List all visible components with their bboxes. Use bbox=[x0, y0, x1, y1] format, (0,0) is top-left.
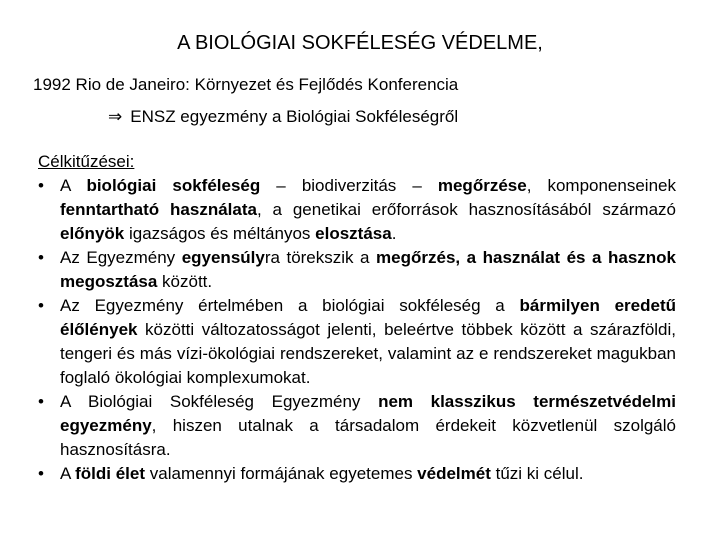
bullet-icon: • bbox=[38, 296, 44, 315]
goal-emphasis: elosztása bbox=[315, 224, 392, 243]
goal-emphasis: nem klasszikus természetvédelmi egyezmény bbox=[60, 392, 676, 435]
goal-item bbox=[38, 462, 676, 486]
goal-emphasis: védelmét bbox=[417, 464, 491, 483]
goal-item bbox=[38, 174, 676, 246]
convention-text: ENSZ egyezmény a Biológiai Sokféleségről bbox=[130, 107, 459, 126]
bullet-icon: • bbox=[38, 392, 44, 411]
goal-text: . bbox=[391, 224, 397, 243]
goal-text: valamennyi formájának egyetemes bbox=[145, 464, 418, 483]
goal-text: ra törekszik a bbox=[264, 248, 377, 267]
goal-emphasis: megőrzése bbox=[437, 176, 527, 195]
goal-text: A Biológiai Sokféleség Egyezmény bbox=[60, 392, 379, 411]
goal-text: – biodiverzitás – bbox=[260, 176, 438, 195]
goal-text: , hiszen utalnak a társadalom érdekeit közvetlenül szolgáló hasznosításra. bbox=[60, 416, 676, 459]
goal-text: között. bbox=[157, 272, 213, 291]
implies-arrow-icon: ⇒ bbox=[108, 107, 123, 126]
conference-subtitle: 1992 Rio de Janeiro: Környezet és Fejlődés Konferencia bbox=[33, 75, 459, 94]
goal-emphasis: bármilyen eredetű élőlények bbox=[60, 296, 676, 339]
bullet-icon: • bbox=[38, 176, 44, 195]
goals-heading: Célkitűzései: bbox=[38, 152, 135, 171]
goal-emphasis: fenntartható használata bbox=[60, 200, 257, 219]
goals-list bbox=[38, 174, 676, 486]
bullet-icon: • bbox=[38, 248, 44, 267]
goal-text: Az Egyezmény bbox=[60, 248, 182, 267]
convention-line bbox=[108, 106, 458, 128]
goal-text: A bbox=[60, 464, 76, 483]
goal-text: Az Egyezmény értelmében a biológiai sokféleség a bbox=[60, 296, 520, 315]
goal-item bbox=[38, 294, 676, 390]
goal-emphasis: biológiai sokféleség bbox=[86, 176, 261, 195]
goal-emphasis: előnyök bbox=[60, 224, 125, 243]
goal-emphasis: egyensúly bbox=[181, 248, 265, 267]
goal-item bbox=[38, 390, 676, 462]
goal-text: , a genetikai erőforrások hasznosításából származó bbox=[256, 200, 676, 219]
goal-text: , komponenseinek bbox=[526, 176, 676, 195]
goal-emphasis: földi élet bbox=[75, 464, 146, 483]
goals-section bbox=[38, 150, 676, 486]
goal-text: igazságos és méltányos bbox=[124, 224, 316, 243]
goal-text: közötti változatosságot jelenti, beleértve többek között a szárazföldi, tengeri és más vízi-ökológiai rendszereket, valamint az e rendszereket magukban foglaló ökológiai komplexumokat. bbox=[60, 320, 676, 387]
goal-text: tűzi ki célul. bbox=[490, 464, 584, 483]
goal-item bbox=[38, 246, 676, 294]
goal-text: A bbox=[60, 176, 87, 195]
goal-emphasis: megőrzés, a használat és a hasznok megosztása bbox=[60, 248, 676, 291]
bullet-icon: • bbox=[38, 464, 44, 483]
slide-title: A BIOLÓGIAI SOKFÉLESÉG VÉDELME, bbox=[177, 32, 543, 54]
